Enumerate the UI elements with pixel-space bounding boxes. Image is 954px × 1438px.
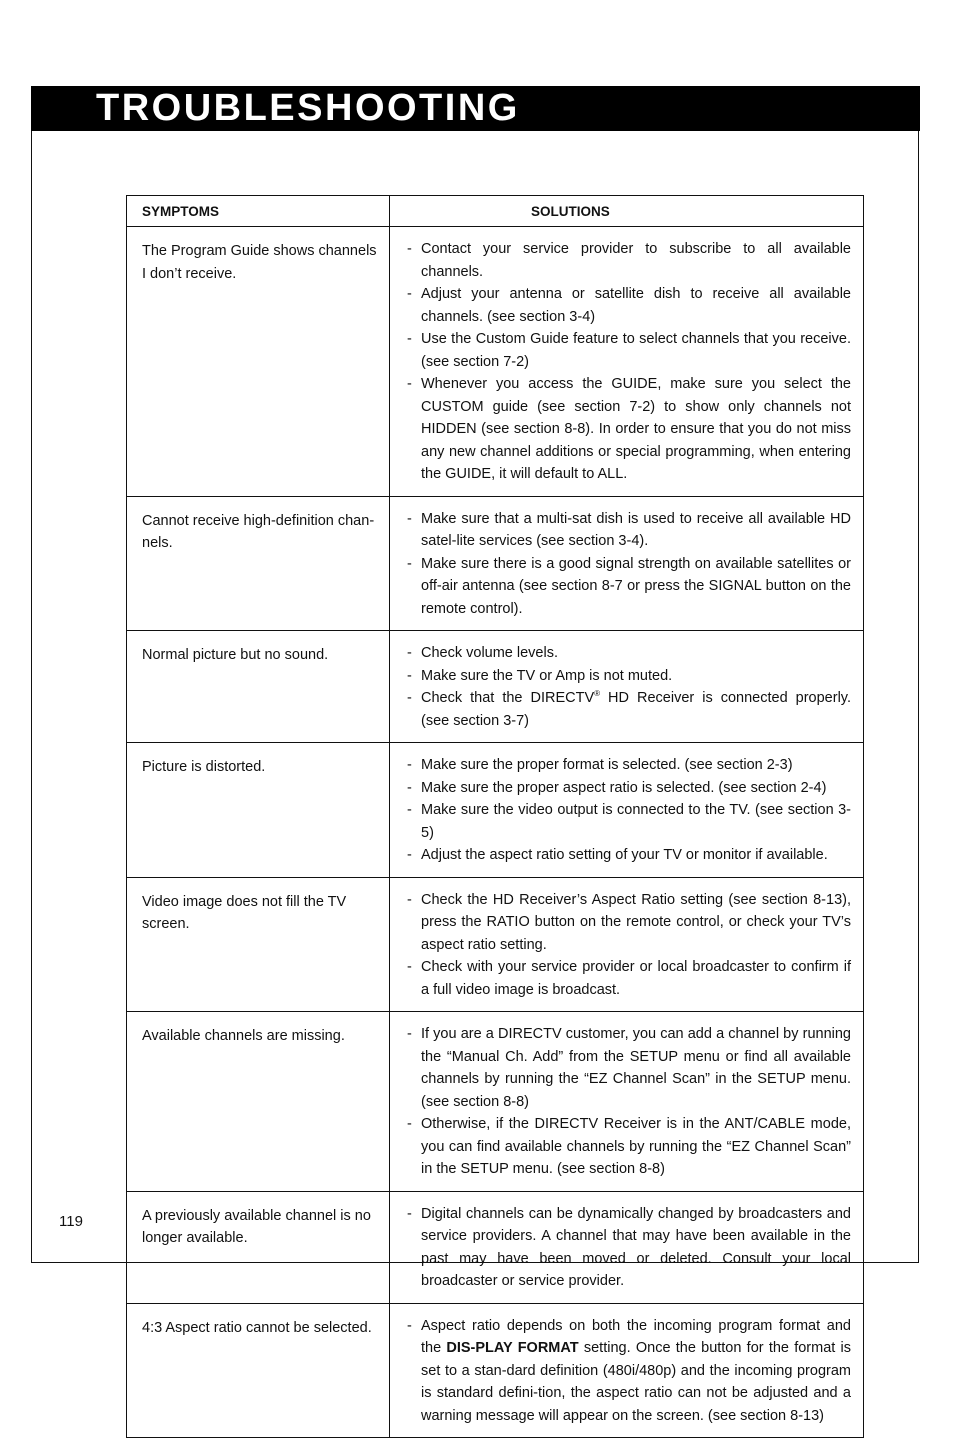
table-row <box>127 743 864 878</box>
symptom-cell: Normal picture but no sound. <box>127 631 390 743</box>
solution-text: setting. Once the button for the format is set to a stan-dard definition (480i/480p) and the incoming program is standard defini-tion, the aspect ratio can not be adjusted and a warning message will appear on the screen. (see section 8-13) <box>421 1340 852 1424</box>
solution-item: - If you are a DIRECTV customer, you can add a channel by running the “Manual Ch. Add” from the SETUP menu or find all available channels by running the “EZ Channel Scan” in the SETUP menu. (see section 8-8) <box>406 1023 851 1113</box>
solution-item: - Make sure the video output is connected to the TV. (see section 3-5) <box>406 799 851 844</box>
solutions-list <box>406 642 851 732</box>
solution-item: - Check volume levels. <box>406 642 851 665</box>
solution-text: Check that the DIRECTV <box>421 690 595 706</box>
registered-mark: ® <box>594 689 601 699</box>
troubleshooting-table <box>126 195 864 1438</box>
table-row <box>127 1303 864 1438</box>
symptom-cell: 4:3 Aspect ratio cannot be selected. <box>127 1303 390 1438</box>
solution-item: - Check the HD Receiver’s Aspect Ratio setting (see section 8-13), press the RATIO button on the remote control, or check your TV’s aspect ratio setting. <box>406 889 851 957</box>
symptom-cell: A previously available channel is no longer available. <box>127 1191 390 1303</box>
solution-item: - Make sure the proper format is selected. (see section 2-3) <box>406 754 851 777</box>
solution-item <box>406 1315 851 1428</box>
solution-item: - Make sure the TV or Amp is not muted. <box>406 665 851 688</box>
solution-item: - Use the Custom Guide feature to select channels that you receive. (see section 7-2) <box>406 328 851 373</box>
solution-item: - Contact your service provider to subscribe to all available channels. <box>406 238 851 283</box>
display-format-label: DIS-PLAY FORMAT <box>446 1340 579 1356</box>
solutions-list <box>406 1023 851 1181</box>
symptom-cell: Cannot receive high-definition chan-nels. <box>127 496 390 631</box>
solution-text: HD Receiver is connected properly. (see section 3-7) <box>421 690 852 729</box>
solution-item: - Adjust your antenna or satellite dish to receive all available channels. (see section 3-4) <box>406 283 851 328</box>
table-row <box>127 1012 864 1192</box>
solution-item: - Make sure that a multi-sat dish is used to receive all available HD satel-lite services (see section 3-4). <box>406 508 851 553</box>
symptom-cell: Picture is distorted. <box>127 743 390 878</box>
solution-item: - Otherwise, if the DIRECTV Receiver is in the ANT/CABLE mode, you can find available channels by running the “EZ Channel Scan” in the SETUP menu. (see section 8-8) <box>406 1113 851 1181</box>
solution-item <box>406 687 851 732</box>
solutions-cell <box>390 877 864 1012</box>
table-header-row <box>127 196 864 227</box>
symptom-cell: Video image does not fill the TV screen. <box>127 877 390 1012</box>
solutions-cell <box>390 227 864 497</box>
page-title: TROUBLESHOOTING <box>96 87 520 129</box>
table-row <box>127 496 864 631</box>
solution-item: - Adjust the aspect ratio setting of your TV or monitor if available. <box>406 844 851 867</box>
solution-item: - Check with your service provider or local broadcaster to confirm if a full video image is broadcast. <box>406 956 851 1001</box>
symptom-cell: The Program Guide shows channels I don’t receive. <box>127 227 390 497</box>
table-row <box>127 631 864 743</box>
solutions-cell <box>390 1012 864 1192</box>
solutions-list <box>406 889 851 1002</box>
solutions-cell <box>390 743 864 878</box>
solutions-list <box>406 754 851 867</box>
solutions-list <box>406 1203 851 1293</box>
solutions-list <box>406 238 851 486</box>
solutions-cell <box>390 1303 864 1438</box>
solution-item: - Whenever you access the GUIDE, make sure you select the CUSTOM guide (see section 7-2) to show only channels not HIDDEN (see section 8-8). In order to ensure that you do not miss any new channel additions or special programming, when entering the GUIDE, it will default to ALL. <box>406 373 851 486</box>
symptoms-header: SYMPTOMS <box>127 196 390 227</box>
table-row <box>127 877 864 1012</box>
table-row <box>127 227 864 497</box>
solutions-cell <box>390 1191 864 1303</box>
solutions-list <box>406 508 851 621</box>
table-row <box>127 1191 864 1303</box>
solution-item: - Make sure there is a good signal strength on available satellites or off-air antenna (see section 8-7 or press the SIGNAL button on the remote control). <box>406 553 851 621</box>
solutions-list <box>406 1315 851 1428</box>
page-number: 119 <box>59 1213 83 1230</box>
solution-text: Aspect ratio depends on both the incoming program format and the <box>421 1317 851 1356</box>
symptom-cell: Available channels are missing. <box>127 1012 390 1192</box>
solution-item: - Digital channels can be dynamically changed by broadcasters and service providers. A channel that may have been available in the past may have been moved or deleted. Consult your local broadcaster or service provider. <box>406 1203 851 1293</box>
solutions-cell <box>390 631 864 743</box>
solution-item: - Make sure the proper aspect ratio is selected. (see section 2-4) <box>406 777 851 800</box>
solutions-header: SOLUTIONS <box>390 196 864 227</box>
solutions-cell <box>390 496 864 631</box>
